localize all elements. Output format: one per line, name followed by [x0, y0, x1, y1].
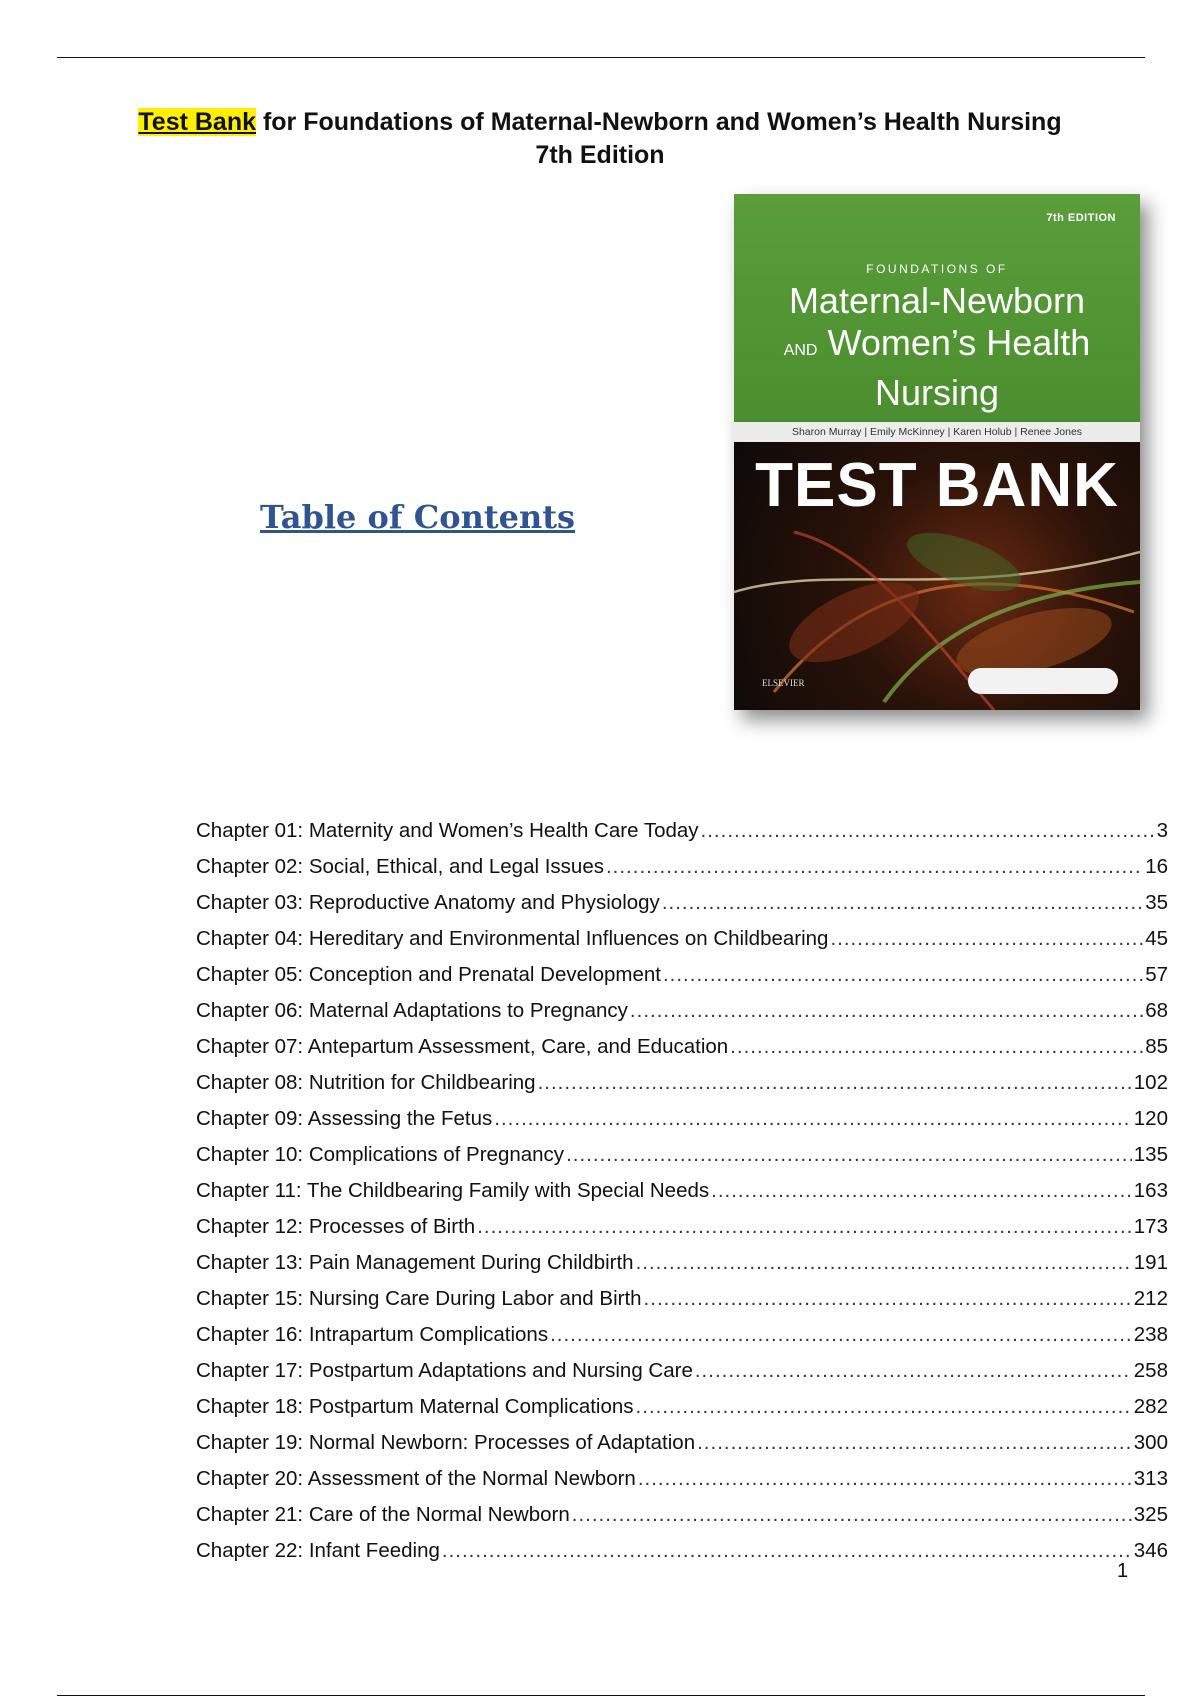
book-cover-image	[734, 194, 1140, 710]
toc-entry-label: Chapter 10: Complications of Pregnancy	[196, 1143, 565, 1166]
toc-entry-page: 57	[1145, 963, 1168, 986]
toc-entry[interactable]	[196, 1461, 1168, 1497]
toc-entry-page: 258	[1133, 1359, 1168, 1382]
cover-evolve-badge	[968, 668, 1118, 694]
toc-entry[interactable]	[196, 1353, 1168, 1389]
toc-entry[interactable]	[196, 1173, 1168, 1209]
title-edition: 7th Edition	[535, 141, 665, 169]
toc-leader-dots	[442, 1533, 1132, 1569]
toc-entry-label: Chapter 07: Antepartum Assessment, Care, and Education	[196, 1035, 729, 1058]
toc-leader-dots	[695, 1353, 1132, 1389]
toc-entry-page: 191	[1133, 1251, 1168, 1274]
toc-entry-page: 313	[1133, 1467, 1168, 1490]
toc-entry[interactable]	[196, 1029, 1168, 1065]
toc-entry-label: Chapter 04: Hereditary and Environmental Influences on Childbearing	[196, 927, 829, 950]
toc-entry-label: Chapter 02: Social, Ethical, and Legal Issues	[196, 855, 604, 878]
toc-entry-page: 120	[1133, 1107, 1168, 1130]
toc-entry[interactable]	[196, 1101, 1168, 1137]
toc-entry-label: Chapter 17: Postpartum Adaptations and Nursing Care	[196, 1359, 693, 1382]
toc-leader-dots	[711, 1173, 1132, 1209]
toc-entry-page: 325	[1133, 1503, 1168, 1526]
toc-leader-dots	[630, 993, 1143, 1029]
cover-main-title	[734, 280, 1140, 414]
toc-leader-dots	[638, 1461, 1132, 1497]
cover-title-line1: Maternal-Newborn	[788, 280, 1086, 321]
toc-leader-dots	[494, 1101, 1132, 1137]
cover-test-bank-banner: TEST BANK	[755, 451, 1119, 520]
toc-leader-dots	[663, 957, 1143, 993]
toc-entry[interactable]	[196, 957, 1168, 993]
toc-entry[interactable]	[196, 993, 1168, 1029]
toc-entry-label: Chapter 18: Postpartum Maternal Complications	[196, 1395, 634, 1418]
toc-entry-label: Chapter 16: Intrapartum Complications	[196, 1323, 549, 1346]
toc-entry[interactable]	[196, 849, 1168, 885]
toc-entry-label: Chapter 22: Infant Feeding	[196, 1539, 440, 1562]
toc-entry-label: Chapter 05: Conception and Prenatal Development	[196, 963, 661, 986]
toc-leader-dots	[566, 1137, 1132, 1173]
toc-entry[interactable]	[196, 1497, 1168, 1533]
toc-entry[interactable]	[196, 813, 1168, 849]
toc-entry-page: 346	[1133, 1539, 1168, 1562]
toc-leader-dots	[830, 921, 1143, 957]
toc-leader-dots	[636, 1245, 1132, 1281]
page-number: 1	[1117, 1560, 1129, 1582]
toc-entry[interactable]	[196, 1245, 1168, 1281]
cover-edition: 7th EDITION	[1046, 212, 1116, 224]
toc-entry-label: Chapter 19: Normal Newborn: Processes of Adaptation	[196, 1431, 696, 1454]
cover-title-line2: Women’s Health	[817, 322, 1091, 363]
toc-entry[interactable]	[196, 1317, 1168, 1353]
toc-leader-dots	[644, 1281, 1132, 1317]
toc-entry[interactable]	[196, 1137, 1168, 1173]
toc-entry-page: 68	[1145, 999, 1168, 1022]
toc-entry[interactable]	[196, 885, 1168, 921]
toc-entry-label: Chapter 03: Reproductive Anatomy and Physiology	[196, 891, 660, 914]
toc-entry-page: 45	[1145, 927, 1168, 950]
cover-publisher: ELSEVIER	[762, 678, 805, 688]
toc-entry[interactable]	[196, 1281, 1168, 1317]
toc-entry-page: 16	[1145, 855, 1168, 878]
title-text: for Foundations of Maternal-Newborn and Women’s Health Nursing	[256, 108, 1062, 136]
toc-leader-dots	[550, 1317, 1132, 1353]
table-of-contents	[196, 813, 1168, 1569]
toc-entry-label: Chapter 11: The Childbearing Family with Special Needs	[196, 1179, 710, 1202]
toc-entry[interactable]	[196, 1533, 1168, 1569]
toc-entry[interactable]	[196, 1209, 1168, 1245]
cover-authors: Sharon Murray | Emily McKinney | Karen Holub | Renee Jones	[734, 422, 1140, 442]
toc-leader-dots	[662, 885, 1143, 921]
toc-heading: Table of Contents	[260, 498, 576, 536]
toc-entry-label: Chapter 08: Nutrition for Childbearing	[196, 1071, 536, 1094]
toc-entry-page: 212	[1133, 1287, 1168, 1310]
cover-title-line3: Nursing	[874, 372, 1000, 413]
toc-entry-label: Chapter 13: Pain Management During Childbirth	[196, 1251, 634, 1274]
top-rule	[57, 57, 1145, 58]
cover-artwork	[734, 442, 1140, 710]
toc-leader-dots	[697, 1425, 1132, 1461]
toc-entry-page: 135	[1133, 1143, 1168, 1166]
toc-entry-page: 102	[1133, 1071, 1168, 1094]
toc-entry-page: 163	[1133, 1179, 1168, 1202]
toc-entry-label: Chapter 20: Assessment of the Normal Newborn	[196, 1467, 636, 1490]
cover-foundations: FOUNDATIONS OF	[866, 262, 1008, 276]
toc-entry-page: 300	[1133, 1431, 1168, 1454]
toc-leader-dots	[606, 849, 1143, 885]
toc-leader-dots	[636, 1389, 1132, 1425]
toc-entry-label: Chapter 06: Maternal Adaptations to Pregnancy	[196, 999, 628, 1022]
cover-title-panel	[734, 194, 1140, 422]
document-title	[60, 106, 1140, 172]
toc-entry-page: 173	[1133, 1215, 1168, 1238]
toc-entry-label: Chapter 15: Nursing Care During Labor and Birth	[196, 1287, 642, 1310]
toc-entry-page: 282	[1133, 1395, 1168, 1418]
toc-entry-page: 238	[1133, 1323, 1168, 1346]
toc-entry[interactable]	[196, 1425, 1168, 1461]
toc-entry-label: Chapter 01: Maternity and Women’s Health Care Today	[196, 819, 699, 842]
bottom-rule	[57, 1695, 1145, 1696]
toc-leader-dots	[730, 1029, 1143, 1065]
toc-entry-label: Chapter 09: Assessing the Fetus	[196, 1107, 493, 1130]
toc-entry-page: 85	[1145, 1035, 1168, 1058]
toc-entry-page: 3	[1156, 819, 1168, 842]
title-highlight: Test Bank	[138, 108, 257, 136]
toc-leader-dots	[572, 1497, 1132, 1533]
toc-leader-dots	[477, 1209, 1132, 1245]
toc-entry-page: 35	[1145, 891, 1168, 914]
toc-entry[interactable]	[196, 1389, 1168, 1425]
toc-entry-label: Chapter 21: Care of the Normal Newborn	[196, 1503, 570, 1526]
toc-leader-dots	[701, 813, 1155, 849]
cover-title-and: AND	[783, 342, 818, 359]
toc-entry[interactable]	[196, 1065, 1168, 1101]
toc-leader-dots	[538, 1065, 1132, 1101]
toc-entry[interactable]	[196, 921, 1168, 957]
toc-entry-label: Chapter 12: Processes of Birth	[196, 1215, 476, 1238]
